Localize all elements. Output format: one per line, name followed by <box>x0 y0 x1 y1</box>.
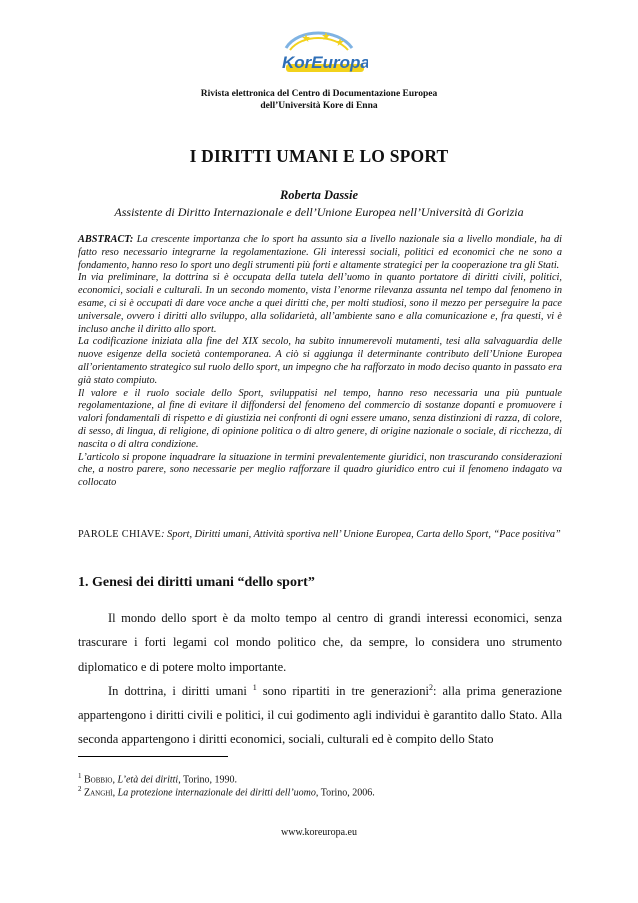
koreuropa-logo <box>268 26 368 78</box>
abstract-paragraph-3: La codificazione iniziata alla fine del XIX secolo, ha subito innumerevoli mutamenti, tesi alla salvaguardia delle nuove esigenze della società contemporanea. A ciò si aggiunga il determinante contributo dell’Unione Europea all’orientamento strategico sul ruolo dello sport, un impegno che ha rafforzato in modo deciso quanto in passato era già stato compiuto. <box>78 336 562 386</box>
abstract-paragraph-2: In via preliminare, la dottrina si è occupata della tutela dell’uomo in quanto portatore di diritti civili, politici, economici, sociali e culturali. In un secondo momento, vista l’enorme rilevanza assunta nel tempo dal fenomeno in esame, ci si è occupati di dare voce anche a quei diritti che, per molti studiosi, sono il mezzo per perseguire la pace universale, ovvero i diritti allo sviluppo, alla solidarietà, all’ambiente sano e alla comunicazione e, fra questi, vi è incluso anche il diritto allo sport. <box>78 272 562 335</box>
body-text-2a: In dottrina, i diritti umani <box>108 683 253 698</box>
footnote-rest: , Torino, 1990. <box>178 774 238 786</box>
footnote-author: Bobbio, <box>84 774 115 786</box>
footnote-number: 2 <box>78 785 82 793</box>
section-heading: 1. Genesi dei diritti umani “dello sport” <box>78 575 315 590</box>
keywords <box>78 528 562 541</box>
article-title: I DIRITTI UMANI E LO SPORT <box>189 146 449 166</box>
journal-line-2: dell’Università Kore di Enna <box>260 101 378 111</box>
footer-url[interactable]: www.koreuropa.eu <box>281 827 357 838</box>
logo-text: KorEuropa <box>282 53 368 72</box>
author-name: Roberta Dassie <box>279 188 359 202</box>
journal-line-1: Rivista elettronica del Centro di Documentazione Europea <box>200 89 438 99</box>
footnote-author: Zanghì, <box>84 787 116 799</box>
footnote-title: L’età dei diritti <box>117 774 179 786</box>
footnote-ref-2[interactable]: 2 <box>429 682 433 692</box>
body-paragraph-1: Il mondo dello sport è da molto tempo al centro di grandi interessi economici, senza trascurare i forti legami col mondo politico che, da sempre, lo considera uno strumento diplomatico e di potere molto importante. <box>78 611 562 674</box>
keywords-label: PAROLE CHIAVE <box>78 529 162 540</box>
body-text-2c: : alla prima generazione appartengono i diritti civili e politici, il cui godimento agli individui è garantito dallo Stato. Alla seconda appartengono i diritti economici, sociali, culturali ed è compito dello Stato <box>78 683 562 747</box>
footnote-ref-1[interactable]: 1 <box>252 682 257 692</box>
footnote-divider <box>78 756 228 757</box>
abstract-text-1: La crescente importanza che lo sport ha assunto sia a livello nazionale sia a livello mondiale, ha di fatto reso necessario integrarne la regolamentazione. Gli interessi sociali, politici ed economici che ne sono a fondamento, hanno reso lo sport uno degli strumenti più forti e altamente strategici per la cooperazione tra gli Stati. <box>78 234 562 271</box>
footnote-2 <box>78 783 375 799</box>
section-body <box>78 606 562 752</box>
footnote-number: 1 <box>78 772 82 780</box>
abstract-label: ABSTRACT: <box>78 234 134 245</box>
author-affiliation: Assistente di Diritto Internazionale e dell’Unione Europea nell’Università di Gorizia <box>114 205 524 219</box>
footnote-rest: , Torino, 2006. <box>315 787 375 799</box>
footnote-title: La protezione internazionale dei diritti dell’uomo <box>117 787 316 799</box>
body-paragraph-2 <box>78 679 562 752</box>
body-text-2b: sono ripartiti in tre generazioni <box>256 683 429 698</box>
abstract-paragraph-4: Il valore e il ruolo sociale dello Sport, sviluppatisi nel tempo, hanno reso necessaria una più puntuale regolamentazione, al fine di evitare il diffondersi del fenomeno del commercio di sostanze dopanti e promuovere i valori fondamentali di rispetto e di giustizia nei confronti di ogni essere umano, senza distinzioni di razza, di colore, di sesso, di lingua, di religione, di opinione politica o di altro genere, di origine nazionale o sociale, di ricchezza, di nascita o di altra condizione. <box>78 387 562 450</box>
abstract <box>78 234 562 490</box>
keywords-text: : Sport, Diritti umani, Attività sportiva nell’ Unione Europea, Carta dello Sport, “Pace positiva” <box>161 529 561 540</box>
abstract-paragraph-5: L’articolo si propone inquadrare la situazione in termini prevalentemente giuridici, non trascurando considerazioni che, a nostro parere, sono necessarie per meglio rafforzare il quadro giuridico entro cui il fenomeno indagato va collocato <box>78 451 562 489</box>
abstract-paragraph-1 <box>78 234 562 272</box>
